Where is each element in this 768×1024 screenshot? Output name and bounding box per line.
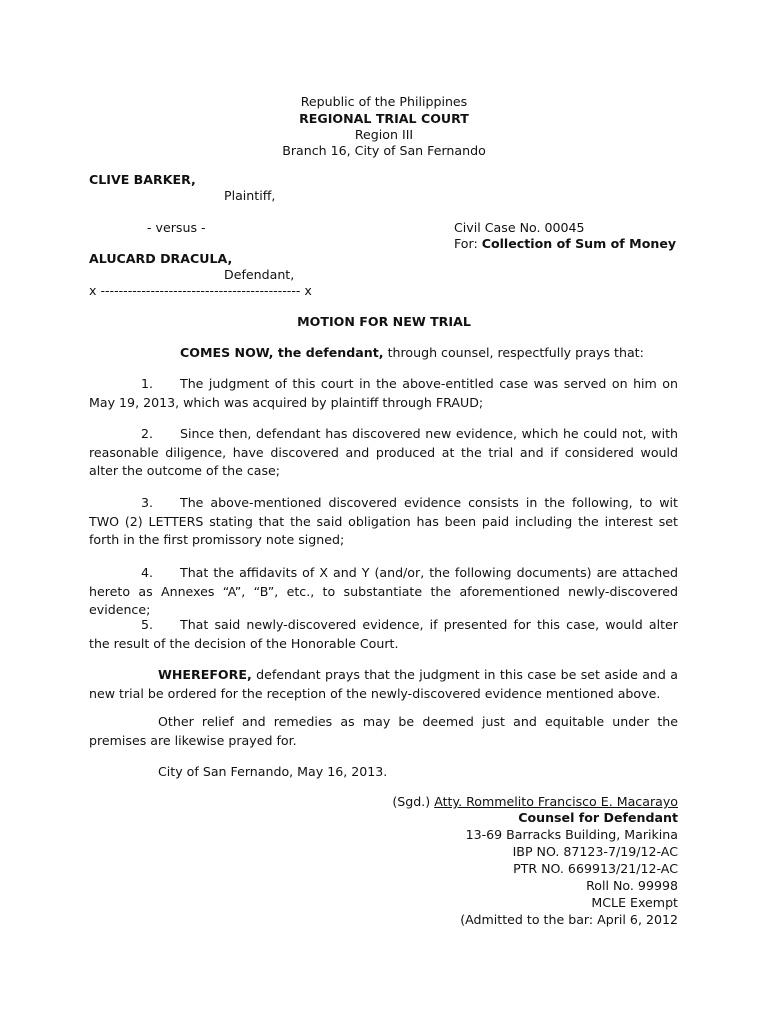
paragraph-number: 4. xyxy=(140,565,153,580)
signature-line xyxy=(392,793,678,811)
paragraph-text: Since then, defendant has discovered new evidence, which he could not, with reasonable diligence, have discovered and produced at the trial and if considered would alter the outcome of the case; xyxy=(89,426,678,478)
intro-bold: COMES NOW, the defendant, xyxy=(180,345,384,360)
defendant-role: Defendant, xyxy=(224,267,295,282)
ibp-number: IBP NO. 87123-7/19/12-AC xyxy=(512,844,678,859)
roll-number: Roll No. 99998 xyxy=(586,878,678,893)
ptr-number: PTR NO. 669913/21/12-AC xyxy=(513,861,678,876)
paragraph-text: That the affidavits of X and Y (and/or, the following documents) are attached hereto as Annexes “A”, “B”, etc., to substantiate the aforementioned newly-discovered evidence; xyxy=(89,565,678,617)
wherefore-rest: defendant prays that the judgment in this case be set aside and a new trial be ordered for the reception of the newly-discovered evidence mentioned above. xyxy=(89,667,678,701)
paragraph-1 xyxy=(89,375,678,412)
paragraph-number: 3. xyxy=(140,495,153,510)
defendant-name: ALUCARD DRACULA, xyxy=(89,251,233,266)
paragraph-text: The judgment of this court in the above-entitled case was served on him on May 19, 2013, which was acquired by plaintiff through FRAUD; xyxy=(89,376,678,410)
paragraph-3 xyxy=(89,494,678,550)
for-label: For: xyxy=(454,236,478,251)
republic-line: Republic of the Philippines xyxy=(300,94,468,109)
paragraph-number: 2. xyxy=(140,426,153,441)
branch-line: Branch 16, City of San Fernando xyxy=(282,143,486,158)
admission-date: (Admitted to the bar: April 6, 2012 xyxy=(460,912,678,927)
counsel-address: 13-69 Barracks Building, Marikina xyxy=(465,827,678,842)
caption-separator: x -------------------------------------------- x xyxy=(89,283,312,298)
intro-line xyxy=(180,344,644,361)
paragraph-number: 5. xyxy=(140,617,153,632)
motion-title: MOTION FOR NEW TRIAL xyxy=(297,314,471,329)
wherefore-bold: WHEREFORE, xyxy=(158,667,252,682)
paragraph-2 xyxy=(89,425,678,481)
paragraph-number: 1. xyxy=(140,376,153,391)
versus-label: - versus - xyxy=(147,220,206,235)
paragraph-text: That said newly-discovered evidence, if presented for this case, would alter the result of the decision of the Honorable Court. xyxy=(89,617,678,651)
case-number: Civil Case No. 00045 xyxy=(454,220,585,235)
sgd-label: (Sgd.) xyxy=(392,794,431,809)
plaintiff-role: Plaintiff, xyxy=(224,188,276,203)
counsel-name: Atty. Rommelito Francisco E. Macarayo xyxy=(434,794,678,809)
paragraph-5 xyxy=(89,616,678,653)
case-nature xyxy=(454,235,676,252)
date-line: City of San Fernando, May 16, 2013. xyxy=(158,764,388,779)
region-line: Region III xyxy=(354,127,414,142)
mcle-status: MCLE Exempt xyxy=(591,895,678,910)
other-relief-paragraph: Other relief and remedies as may be deemed just and equitable under the premises are likewise prayed for. xyxy=(89,714,678,748)
for-value: Collection of Sum of Money xyxy=(481,236,677,251)
intro-rest: through counsel, respectfully prays that: xyxy=(383,345,644,360)
court-name: REGIONAL TRIAL COURT xyxy=(299,111,469,126)
wherefore-paragraph xyxy=(89,666,678,703)
paragraph-4 xyxy=(89,564,678,620)
plaintiff-name: CLIVE BARKER, xyxy=(89,172,196,187)
counsel-title: Counsel for Defendant xyxy=(518,810,678,825)
paragraph-text: The above-mentioned discovered evidence consists in the following, to wit TWO (2) LETTERS stating that the said obligation has been paid including the interest set forth in the first promissory note signed; xyxy=(89,495,678,547)
